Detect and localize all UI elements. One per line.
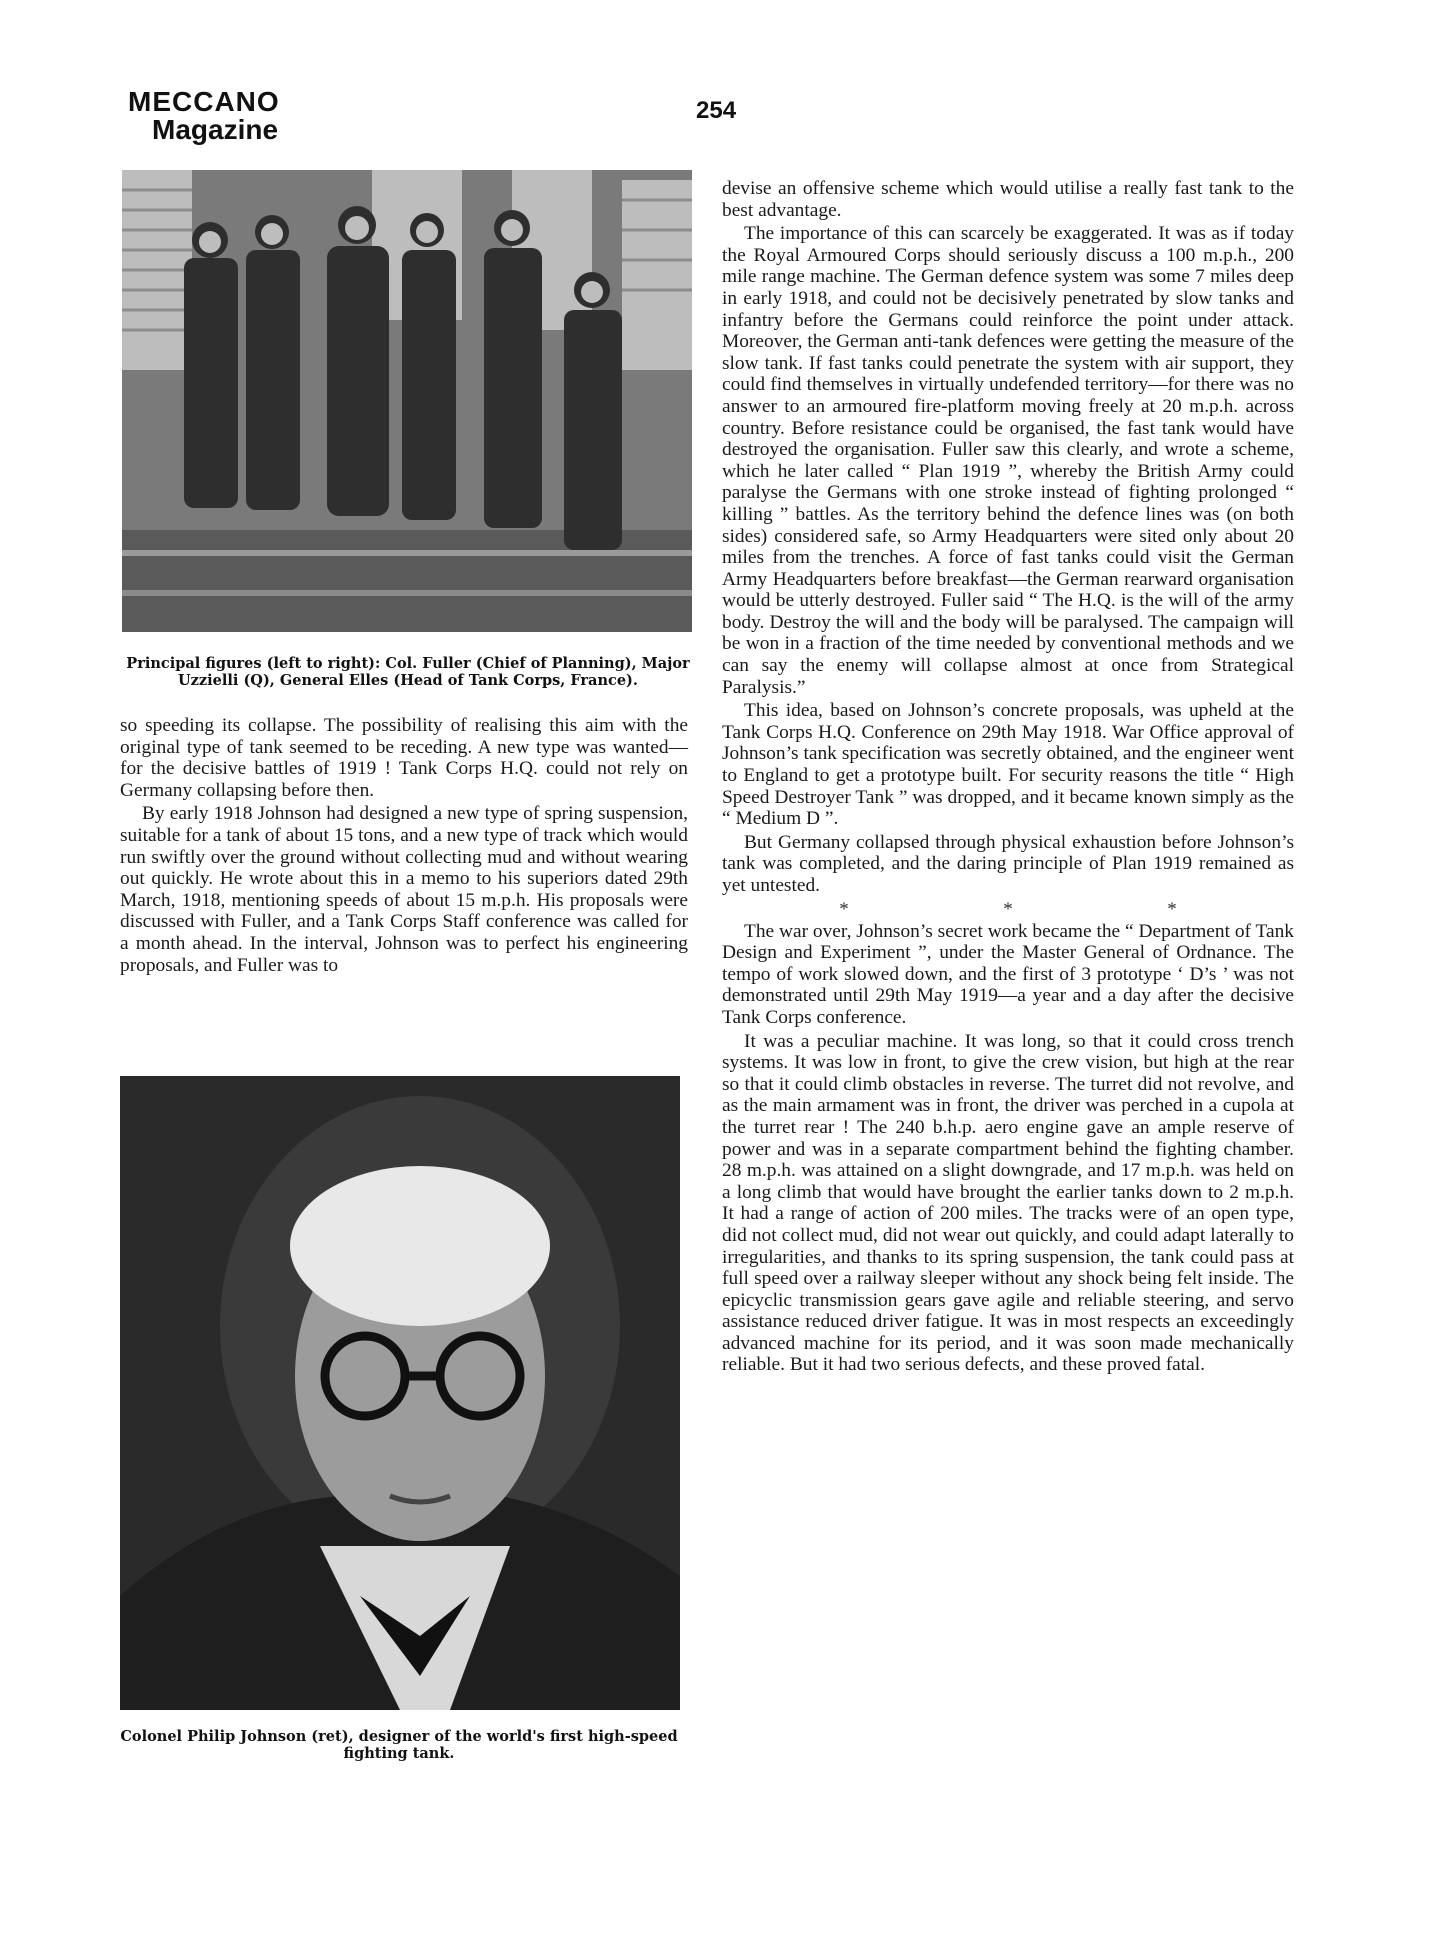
right-paragraph-2: The importance of this can scarcely be exaggerated. It was as if today the Royal Armoured Corps should seriously discuss a 100 m.p.h., 200 mile range machine. The German defence system was some 7 miles deep in early 1918, and could not be decisively penetrated by slow tanks and infantry before the Germans could reinforce the point under attack. Moreover, the German anti-tank defences were getting the measure of the slow tank. If fast tanks could penetrate the system with air support, they could find themselves in virtually undefended territory—for there was no answer to an armoured fire-platform moving freely at 20 m.p.h. across country. Before resistance could be organised, the fast tank would have destroyed the organisation. Fuller saw this clearly, and wrote a scheme, which he later called “ Plan 1919 ”, whereby the British Army could paralyse the Germans with one stroke instead of fighting prolonged “ killing ” battles. As the territory behind the defence lines was (on both sides) considered safe, so Army Headquarters were sited only about 20 miles from the trenches. A force of fast tanks could visit the German Army Headquarters before breakfast—the German rearward organisation would be utterly destroyed. Fuller said “ The H.Q. is the will of the army body. Destroy the will and the body will be paralysed. The campaign will be won in a fraction of the time needed by conventional methods and we can say the enemy will collapse almost at once from Strategical Paralysis.” bbox=[722, 223, 1294, 698]
separator-star: * bbox=[1003, 898, 1013, 920]
left-column bbox=[120, 715, 688, 978]
right-paragraph-3: This idea, based on Johnson’s concrete proposals, was upheld at the Tank Corps H.Q. Conference on 29th May 1918. War Office approval of Johnson’s tank specification was secretly obtained, and the engineer went to England to get a prototype built. For security reasons the title “ High Speed Destroyer Tank ” was dropped, and it became known simply as the “ Medium D ”. bbox=[722, 700, 1294, 830]
right-paragraph-6: It was a peculiar machine. It was long, so that it could cross trench systems. It was low in front, to give the crew vision, but high at the rear so that it could climb obstacles in reverse. The turret did not revolve, and as the main armament was in front, the driver was perched in a cupola at the turret rear ! The 240 b.h.p. aero engine gave an ample reserve of power and was in a separate compartment behind the fighting chamber. 28 m.p.h. was attained on a slight downgrade, and 17 m.p.h. was held on a long climb that would have brought the earlier tanks down to 2 m.p.h. It had a range of action of 200 miles. The tracks were of an open type, did not collect mud, did not wear out quickly, and could adapt laterally to irregularities, and thanks to its spring suspension, the tank could pass at full speed over a railway sleeper without any shock being felt inside. The epicyclic transmission gears gave agile and reliable steering, and servo assistance reduced driver fatigue. It was in most respects an exceedingly advanced machine for its period, and it was soon made mechanically reliable. But it had two serious defects, and these proved fatal. bbox=[722, 1030, 1294, 1376]
portrait-photo bbox=[120, 1076, 680, 1710]
right-paragraph-4: But Germany collapsed through physical exhaustion before Johnson’s tank was completed, and the daring principle of Plan 1919 remained as yet untested. bbox=[722, 831, 1294, 896]
group-photo-image bbox=[122, 170, 692, 632]
masthead-subtitle: Magazine bbox=[152, 114, 279, 145]
left-paragraph-2: By early 1918 Johnson had designed a new type of spring suspension, suitable for a tank of about 15 tons, and a new type of track which would run swiftly over the ground without collecting mud and without wearing out quickly. He wrote about this in a memo to his superiors dated 29th March, 1918, mentioning speeds of about 15 m.p.h. His proposals were discussed with Fuller, and a Tank Corps Staff conference was called for a month ahead. In the interval, Johnson was to perfect his engineering proposals, and Fuller was to bbox=[120, 803, 688, 976]
right-column bbox=[722, 178, 1294, 1378]
section-separator bbox=[722, 899, 1294, 921]
right-paragraph-1: devise an offensive scheme which would utilise a really fast tank to the best advantage. bbox=[722, 178, 1294, 221]
separator-star: * bbox=[839, 898, 849, 920]
separator-star: * bbox=[1167, 898, 1177, 920]
left-paragraph-1: so speeding its collapse. The possibility of realising this aim with the original type of tank seemed to be receding. A new type was wanted—for the decisive battles of 1919 ! Tank Corps H.Q. could not rely on Germany collapsing before then. bbox=[120, 715, 688, 801]
right-paragraph-5: The war over, Johnson’s secret work became the “ Department of Tank Design and Experiment ”, under the Master General of Ordnance. The tempo of work slowed down, and the first of 3 prototype ‘ D’s ’ was not demonstrated until 29th May 1919—a year and a day after the decisive Tank Corps conference. bbox=[722, 920, 1294, 1028]
portrait-photo-image bbox=[120, 1076, 680, 1710]
masthead-title: MECCANO bbox=[128, 86, 280, 117]
masthead bbox=[128, 88, 280, 144]
page-number: 254 bbox=[696, 97, 737, 124]
portrait-photo-caption: Colonel Philip Johnson (ret), designer of the world's first high-speed fighting tank. bbox=[120, 1728, 678, 1762]
group-photo-caption: Principal figures (left to right): Col. Fuller (Chief of Planning), Major Uzzielli (Q), General Elles (Head of Tank Corps, France). bbox=[126, 655, 690, 689]
group-photo bbox=[122, 170, 692, 632]
